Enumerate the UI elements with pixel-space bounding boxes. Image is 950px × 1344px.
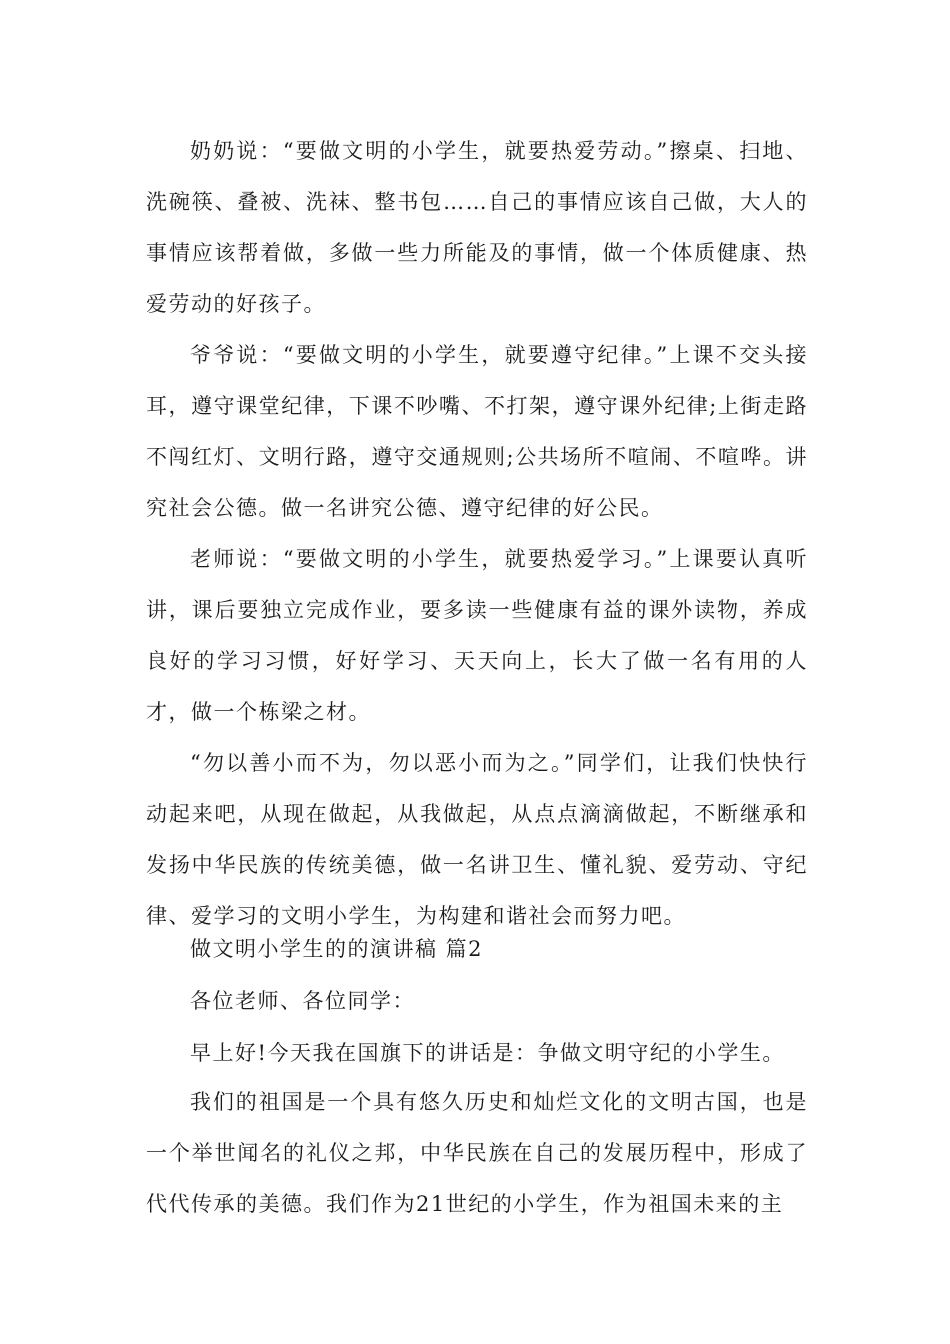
paragraph-grandpa: 爷爷说：“要做文明的小学生，就要遵守纪律。”上课不交头接耳，遵守课堂纪律，下课不吵嘴、不打架，遵守课外纪律;上街走路不闯红灯、文明行路，遵守交通规则;公共场所不喧闹、不喧哗。讲究社会公德。做一名讲究公德、遵守纪律的好公民。 (146, 343, 808, 520)
paragraph-call-to-action: “勿以善小而不为，勿以恶小而为之。”同学们，让我们快快行动起来吧，从现在做起，从我做起，从点点滴滴做起，不断继承和发扬中华民族的传统美德，做一名讲卫生、懂礼貌、爱劳动、守纪律、爱学习的文明小学生，为构建和谐社会而努力吧。 (146, 751, 808, 928)
section-heading-part-2: 做文明小学生的的演讲稿 篇2 (190, 937, 484, 961)
paragraph-grandma: 奶奶说：“要做文明的小学生，就要热爱劳动。”擦桌、扫地、洗碗筷、叠被、洗袜、整书包……自己的事情应该自己做，大人的事情应该帮着做，多做一些力所能及的事情，做一个体质健康、热爱劳动的好孩子。 (146, 139, 808, 316)
paragraph-motherland: 我们的祖国是一个具有悠久历史和灿烂文化的文明古国，也是一个举世闻名的礼仪之邦，中华民族在自己的发展历程中，形成了代代传承的美德。我们作为21世纪的小学生，作为祖国未来的主 (146, 1090, 808, 1216)
salutation: 各位老师、各位同学： (190, 989, 415, 1013)
paragraph-teacher: 老师说：“要做文明的小学生，就要热爱学习。”上课要认真听讲，课后要独立完成作业，要多读一些健康有益的课外读物，养成良好的学习习惯，好好学习、天天向上，长大了做一名有用的人才，做一个栋梁之材。 (146, 547, 808, 724)
greeting: 早上好!今天我在国旗下的讲话是：争做文明守纪的小学生。 (190, 1041, 785, 1065)
